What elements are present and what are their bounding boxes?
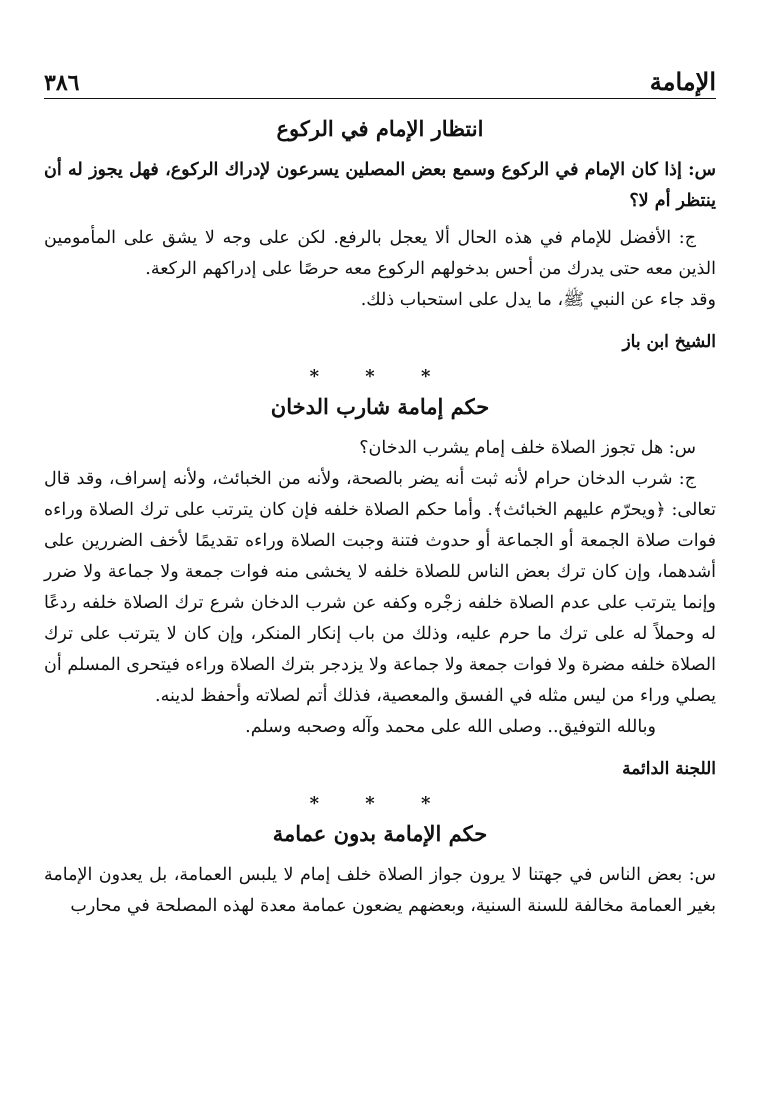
page-number: ٣٨٦ <box>44 70 80 96</box>
answer-text: ج: الأفضل للإمام في هذه الحال ألا يعجل بالرفع. لكن على وجه لا يشق على المأمومين الذين معه حتى يدرك من أحس بدخولهم الركوع معه حرصًا على إدراكهم الركعة. <box>44 228 716 279</box>
question-text: س: بعض الناس في جهتنا لا يرون جواز الصلاة خلف إمام لا يلبس العمامة، بل يعدون الإمامة بغير العمامة مخالفة للسنة السنية، وبعضهم يضعون عمامة معدة لهذه المصلحة في محارب <box>44 865 716 916</box>
section-title: انتظار الإمام في الركوع <box>276 116 484 141</box>
running-title: الإمامة <box>649 67 716 96</box>
section-separator: * * * <box>309 366 451 387</box>
signature: الشيخ ابن باز <box>622 332 716 352</box>
question-text: س: إذا كان الإمام في الركوع وسمع بعض المصلين يسرعون لإدراك الركوع، فهل يجوز له أن ينتظر أم لا؟ <box>44 160 716 211</box>
section-separator: * * * <box>309 793 451 814</box>
answer-text-continued: وقد جاء عن النبي ﷺ، ما يدل على استحباب ذلك. <box>360 290 716 310</box>
running-header <box>44 58 716 99</box>
signature: اللجنة الدائمة <box>622 759 716 779</box>
section-waiting-imam <box>44 115 716 356</box>
question-text: س: هل تجوز الصلاة خلف إمام يشرب الدخان؟ <box>359 438 696 458</box>
section-title: حكم إمامة شارب الدخان <box>270 394 490 419</box>
closing-text: وبالله التوفيق.. وصلى الله على محمد وآله وصحبه وسلم. <box>245 717 656 737</box>
document-page <box>44 58 716 922</box>
section-smoker-imam <box>44 366 716 783</box>
answer-text: ج: شرب الدخان حرام لأنه ثبت أنه يضر بالصحة، ولأنه من الخبائث، ولأنه إسراف، وقد قال تعالى: ﴿ويحرّم عليهم الخبائث﴾. وأما حكم الصلاة خلفه فإن كان يترتب على ترك الصلاة وراءه فوات صلاة الجمعة أو الجماعة أو حدوث فتنة وجبت الصلاة وراءه تقديمًا لأخف الضررين على أشدهما، وإن كان ترك بعض الناس للصلاة خلفه لا يخشى منه فوات جمعة ولا جماعة ولا ضرر وإنما يترتب على عدم الصلاة خلفه زجْره وكفه عن شرب الدخان شرع ترك الصلاة خلفه ردعًا له وحملاً له على ترك ما حرم عليه، وذلك من باب إنكار المنكر، وإن كان لا يترتب على ترك الصلاة خلفه مضرة ولا فوات جمعة ولا جماعة ولا يزدجر بترك الصلاة وراءه فيتحرى المسلم أن يصلي وراء من ليس مثله في الفسق والمعصية، فذلك أتم لصلاته وأحفظ لدينه. <box>44 469 716 706</box>
section-title: حكم الإمامة بدون عمامة <box>272 821 488 846</box>
section-imam-without-turban <box>44 793 716 922</box>
